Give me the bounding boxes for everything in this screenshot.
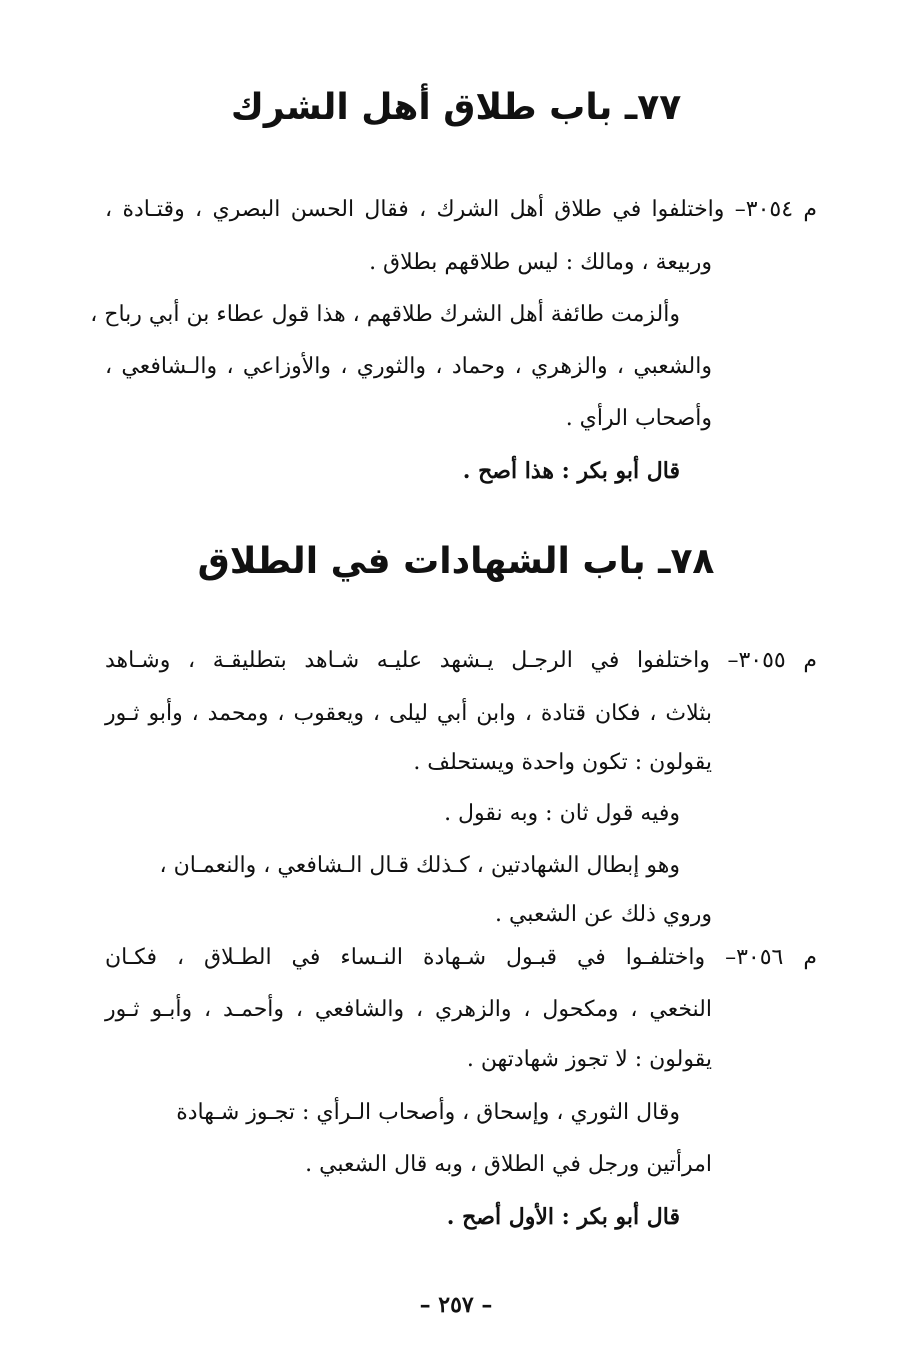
entry-3054-line-1: م ٣٠٥٤– واختلفوا في طلاق أهل الشرك ، فقال الحسن البصري ، وقتـادة ، [105, 197, 817, 222]
paragraph-line: وهو إبطال الشهادتين ، كـذلك قـال الـشافعي ، والنعمـان ، [159, 853, 680, 878]
entry-3054-line-2: وربيعة ، ومالك : ليس طلاقهم بطلاق . [369, 250, 712, 275]
entry-3056-line-3: يقولون : لا تجوز شهادتهن . [466, 1047, 712, 1072]
paragraph-line: وقال الثوري ، وإسحاق ، وأصحاب الـرأي : تجـوز شـهادة [176, 1100, 680, 1125]
page-number: – ٢٥٧ – [419, 1292, 493, 1318]
paragraph-line: والشعبي ، والزهري ، وحماد ، والثوري ، والأوزاعي ، والـشافعي ، [105, 354, 712, 379]
entry-3056-line-2: النخعي ، ومكحول ، والزهري ، والشافعي ، وأحمـد ، وأبـو ثـور [105, 997, 712, 1022]
entry-3056-line-1: م ٣٠٥٦– واختلفـوا في قبـول شـهادة النـساء في الطـلاق ، فكـان [105, 945, 817, 970]
paragraph-line: وألزمت طائفة أهل الشرك طلاقهم ، هذا قول عطاء بن أبي رباح ، [90, 302, 680, 327]
author-conclusion: قال أبو بكر : الأول أصح . [446, 1204, 680, 1230]
entry-3055-line-2: بثلاث ، فكان قتادة ، وابن أبي ليلى ، ويعقوب ، ومحمد ، وأبو ثـور [105, 701, 712, 726]
paragraph-line: امرأتين ورجل في الطلاق ، وبه قال الشعبي . [305, 1152, 712, 1177]
paragraph-line: وأصحاب الرأي . [565, 406, 712, 431]
paragraph-line: وفيه قول ثان : وبه نقول . [444, 801, 680, 826]
entry-3055-line-1: م ٣٠٥٥– واختلفوا في الرجـل يـشهد عليـه شـاهد بتطليقـة ، وشـاهد [105, 648, 817, 673]
paragraph-line: وروي ذلك عن الشعبي . [494, 902, 712, 927]
chapter-heading-78: ٧٨ـ باب الشهادات في الطلاق [197, 541, 715, 582]
author-conclusion: قال أبو بكر : هذا أصح . [462, 458, 680, 484]
entry-3055-line-3: يقولون : تكون واحدة ويستحلف . [413, 750, 712, 775]
chapter-heading-77: ٧٧ـ باب طلاق أهل الشرك [230, 87, 682, 128]
